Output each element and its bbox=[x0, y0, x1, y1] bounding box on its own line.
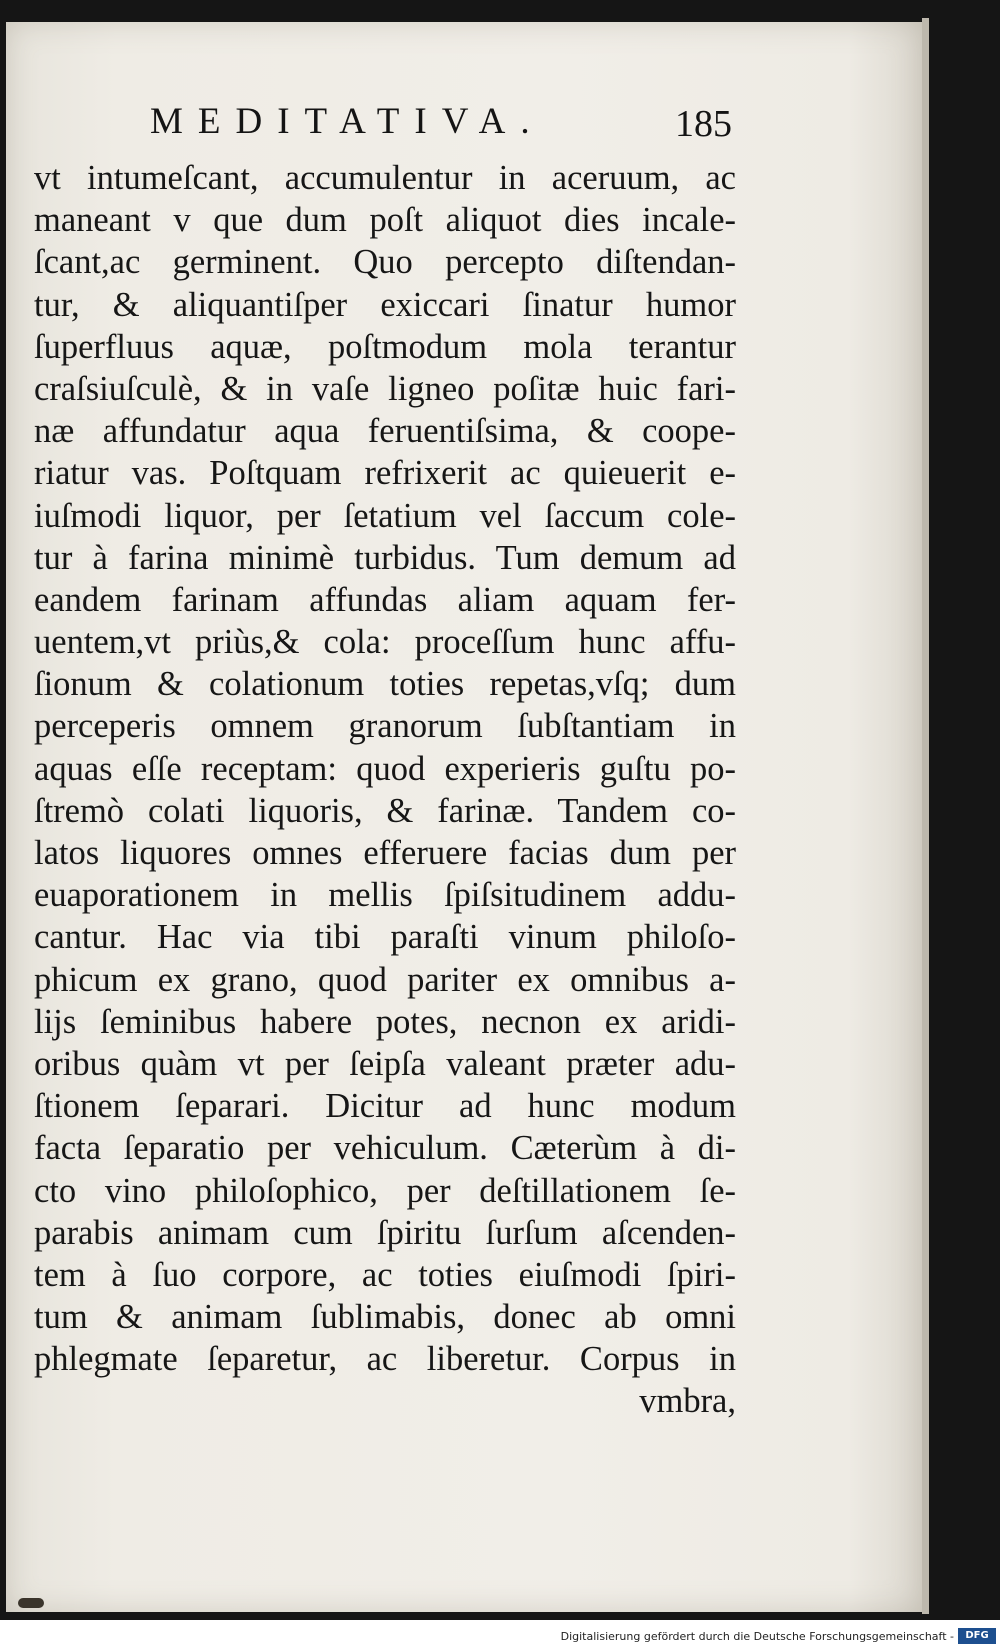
text-line: tur à farina minimè turbidus. Tum demum ad bbox=[34, 538, 736, 577]
text-line: facta ſeparatio per vehiculum. Cæterùm à di- bbox=[34, 1129, 736, 1168]
text-line: eandem farinam affundas aliam aquam fer- bbox=[34, 580, 736, 619]
text-line: latos liquores omnes efferuere facias dum per bbox=[34, 834, 736, 872]
text-line: phlegmate ſeparetur, ac liberetur. Corpus in bbox=[34, 1340, 736, 1379]
text-line: tur, & aliquantiſper exiccari ſinatur humor bbox=[34, 285, 736, 324]
catchword: vmbra, bbox=[639, 1382, 736, 1421]
text-line: parabis animam cum ſpiritu ſurſum aſcenden- bbox=[34, 1213, 736, 1252]
page-number: 185 bbox=[675, 103, 732, 145]
text-line: maneant v que dum poſt aliquot dies incale- bbox=[34, 201, 736, 240]
text-line: ſtionem ſeparari. Dicitur ad hunc modum bbox=[34, 1087, 736, 1126]
text-line: ſuperfluus aquæ, poſtmodum mola terantur bbox=[34, 327, 736, 366]
text-line: tem à ſuo corpore, ac toties eiuſmodi ſpiri- bbox=[34, 1255, 736, 1294]
page-edge bbox=[922, 18, 929, 1614]
text-line: lijs ſeminibus habere potes, necnon ex aridi- bbox=[34, 1002, 736, 1041]
text-line: aquas eſſe receptam: quod experieris guſtu po- bbox=[34, 749, 736, 788]
corner-stain bbox=[18, 1598, 44, 1608]
running-head: MEDITATIVA. bbox=[150, 101, 545, 142]
body-text bbox=[34, 157, 736, 1423]
text-line: iuſmodi liquor, per ſetatium vel ſaccum cole- bbox=[34, 496, 736, 535]
text-line: riatur vas. Poſtquam refrixerit ac quieuerit e- bbox=[34, 454, 736, 493]
funding-credit: Digitalisierung gefördert durch die Deutsche Forschungsgemeinschaft - bbox=[560, 1630, 954, 1643]
text-line: craſsiuſculè, & in vaſe ligneo poſitæ huic fari- bbox=[34, 369, 736, 408]
text-line: næ affundatur aqua feruentiſsima, & coope- bbox=[34, 412, 736, 451]
text-line: perceperis omnem granorum ſubſtantiam in bbox=[34, 707, 736, 746]
text-line: vt intumeſcant, accumulentur in aceruum, ac bbox=[34, 159, 736, 197]
text-line: ſionum & colationum toties repetas,vſq; dum bbox=[34, 665, 736, 704]
text-line: oribus quàm vt per ſeipſa valeant præter adu- bbox=[34, 1044, 736, 1083]
text-line: uentem,vt priùs,& cola: proceſſum hunc affu- bbox=[34, 623, 736, 662]
digitization-footer bbox=[0, 1620, 1000, 1652]
text-line: cantur. Hac via tibi paraſti vinum philoſo- bbox=[34, 918, 736, 957]
text-line: cto vino philoſophico, per deſtillationem ſe- bbox=[34, 1171, 736, 1210]
text-line: ſtremò colati liquoris, & farinæ. Tandem co- bbox=[34, 791, 736, 830]
text-line: ſcant,ac germinent. Quo percepto diſtendan- bbox=[34, 243, 736, 282]
text-line: euaporationem in mellis ſpiſsitudinem addu- bbox=[34, 876, 736, 915]
text-line: tum & animam ſublimabis, donec ab omni bbox=[34, 1298, 736, 1337]
page-header bbox=[150, 100, 740, 150]
text-line: phicum ex grano, quod pariter ex omnibus a- bbox=[34, 960, 736, 999]
dfg-logo: DFG bbox=[958, 1628, 996, 1644]
